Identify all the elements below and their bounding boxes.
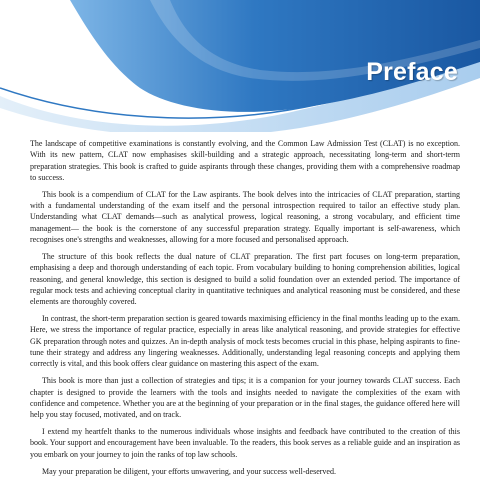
paragraph-short-term: In contrast, the short-term preparation section is geared towards maximising efficiency in the final months leading up to the exam. Here, we stress the importance of regular practice, especially in areas like analytical reasoning, and provide strategies for effective GK preparation through notes and quizzes. An in-depth analysis of mock tests becomes crucial in this phase, helping aspirants to fine-tune their strategy and address any lingering weaknesses. Additionally, understanding legal reasoning concepts and applying them correctly is vital, and this book offers clear guidance on mastering this aspect of the exam. — [30, 314, 460, 369]
paragraph-companion: This book is more than just a collection of strategies and tips; it is a companion for your journey towards CLAT success. Each chapter is designed to provide the learners with the tools and insights needed to navigate the complexities of the exam with confidence and competence. Whether you are at the beginning of your preparation or in the final stages, the guidance offered here will help you stay focused, motivated, and on track. — [30, 376, 460, 420]
paragraph-intro: The landscape of competitive examinations is constantly evolving, and the Common Law Admission Test (CLAT) is no exception. With its new pattern, CLAT now emphasises skill-building and a strategic approach, necessitating long-term and short-term preparation strategies. This book is crafted to guide aspirants through these changes, providing them with a comprehensive roadmap to success. — [30, 139, 460, 182]
paragraph-compendium: This book is a compendium of CLAT for the Law aspirants. The book delves into the intricacies of CLAT preparation, starting with a fundamental understanding of the exam itself and the personal introspection required to tailor an effective study plan. Understanding what CLAT demands—such as analytical prowess, logical reasoning, a strong vocabulary, and efficient time management— the book is the cornerstone of any successful preparation strategy. Equally important is self-awareness, which recognises one's strengths and weaknesses, allowing for a more focused and personalised approach. — [30, 189, 460, 244]
header-wave-banner — [0, 0, 480, 132]
paragraph-structure: The structure of this book reflects the dual nature of CLAT preparation. The first part focuses on long-term preparation, emphasising a deep and thorough understanding of each topic. From vocabulary building to honing comprehension abilities, logical reasoning, and general knowledge, this section is designed to build a solid foundation over an extended period. The importance of regular mock tests and achieving conceptual clarity in quantitative techniques and analytical reasoning must be considered, and these elements are thoroughly covered. — [30, 252, 460, 307]
preface-body — [30, 138, 460, 483]
paragraph-closing: May your preparation be diligent, your efforts unwavering, and your success well-deserved. — [42, 466, 336, 476]
paragraph-thanks: I extend my heartfelt thanks to the numerous individuals whose insights and feedback have contributed to the creation of this book. Your support and encouragement have been invaluable. To the readers, this book serves as a reliable guide and an inspiration as you embark on your journey to join the ranks of top law schools. — [30, 427, 460, 459]
page-title: Preface — [366, 58, 458, 86]
